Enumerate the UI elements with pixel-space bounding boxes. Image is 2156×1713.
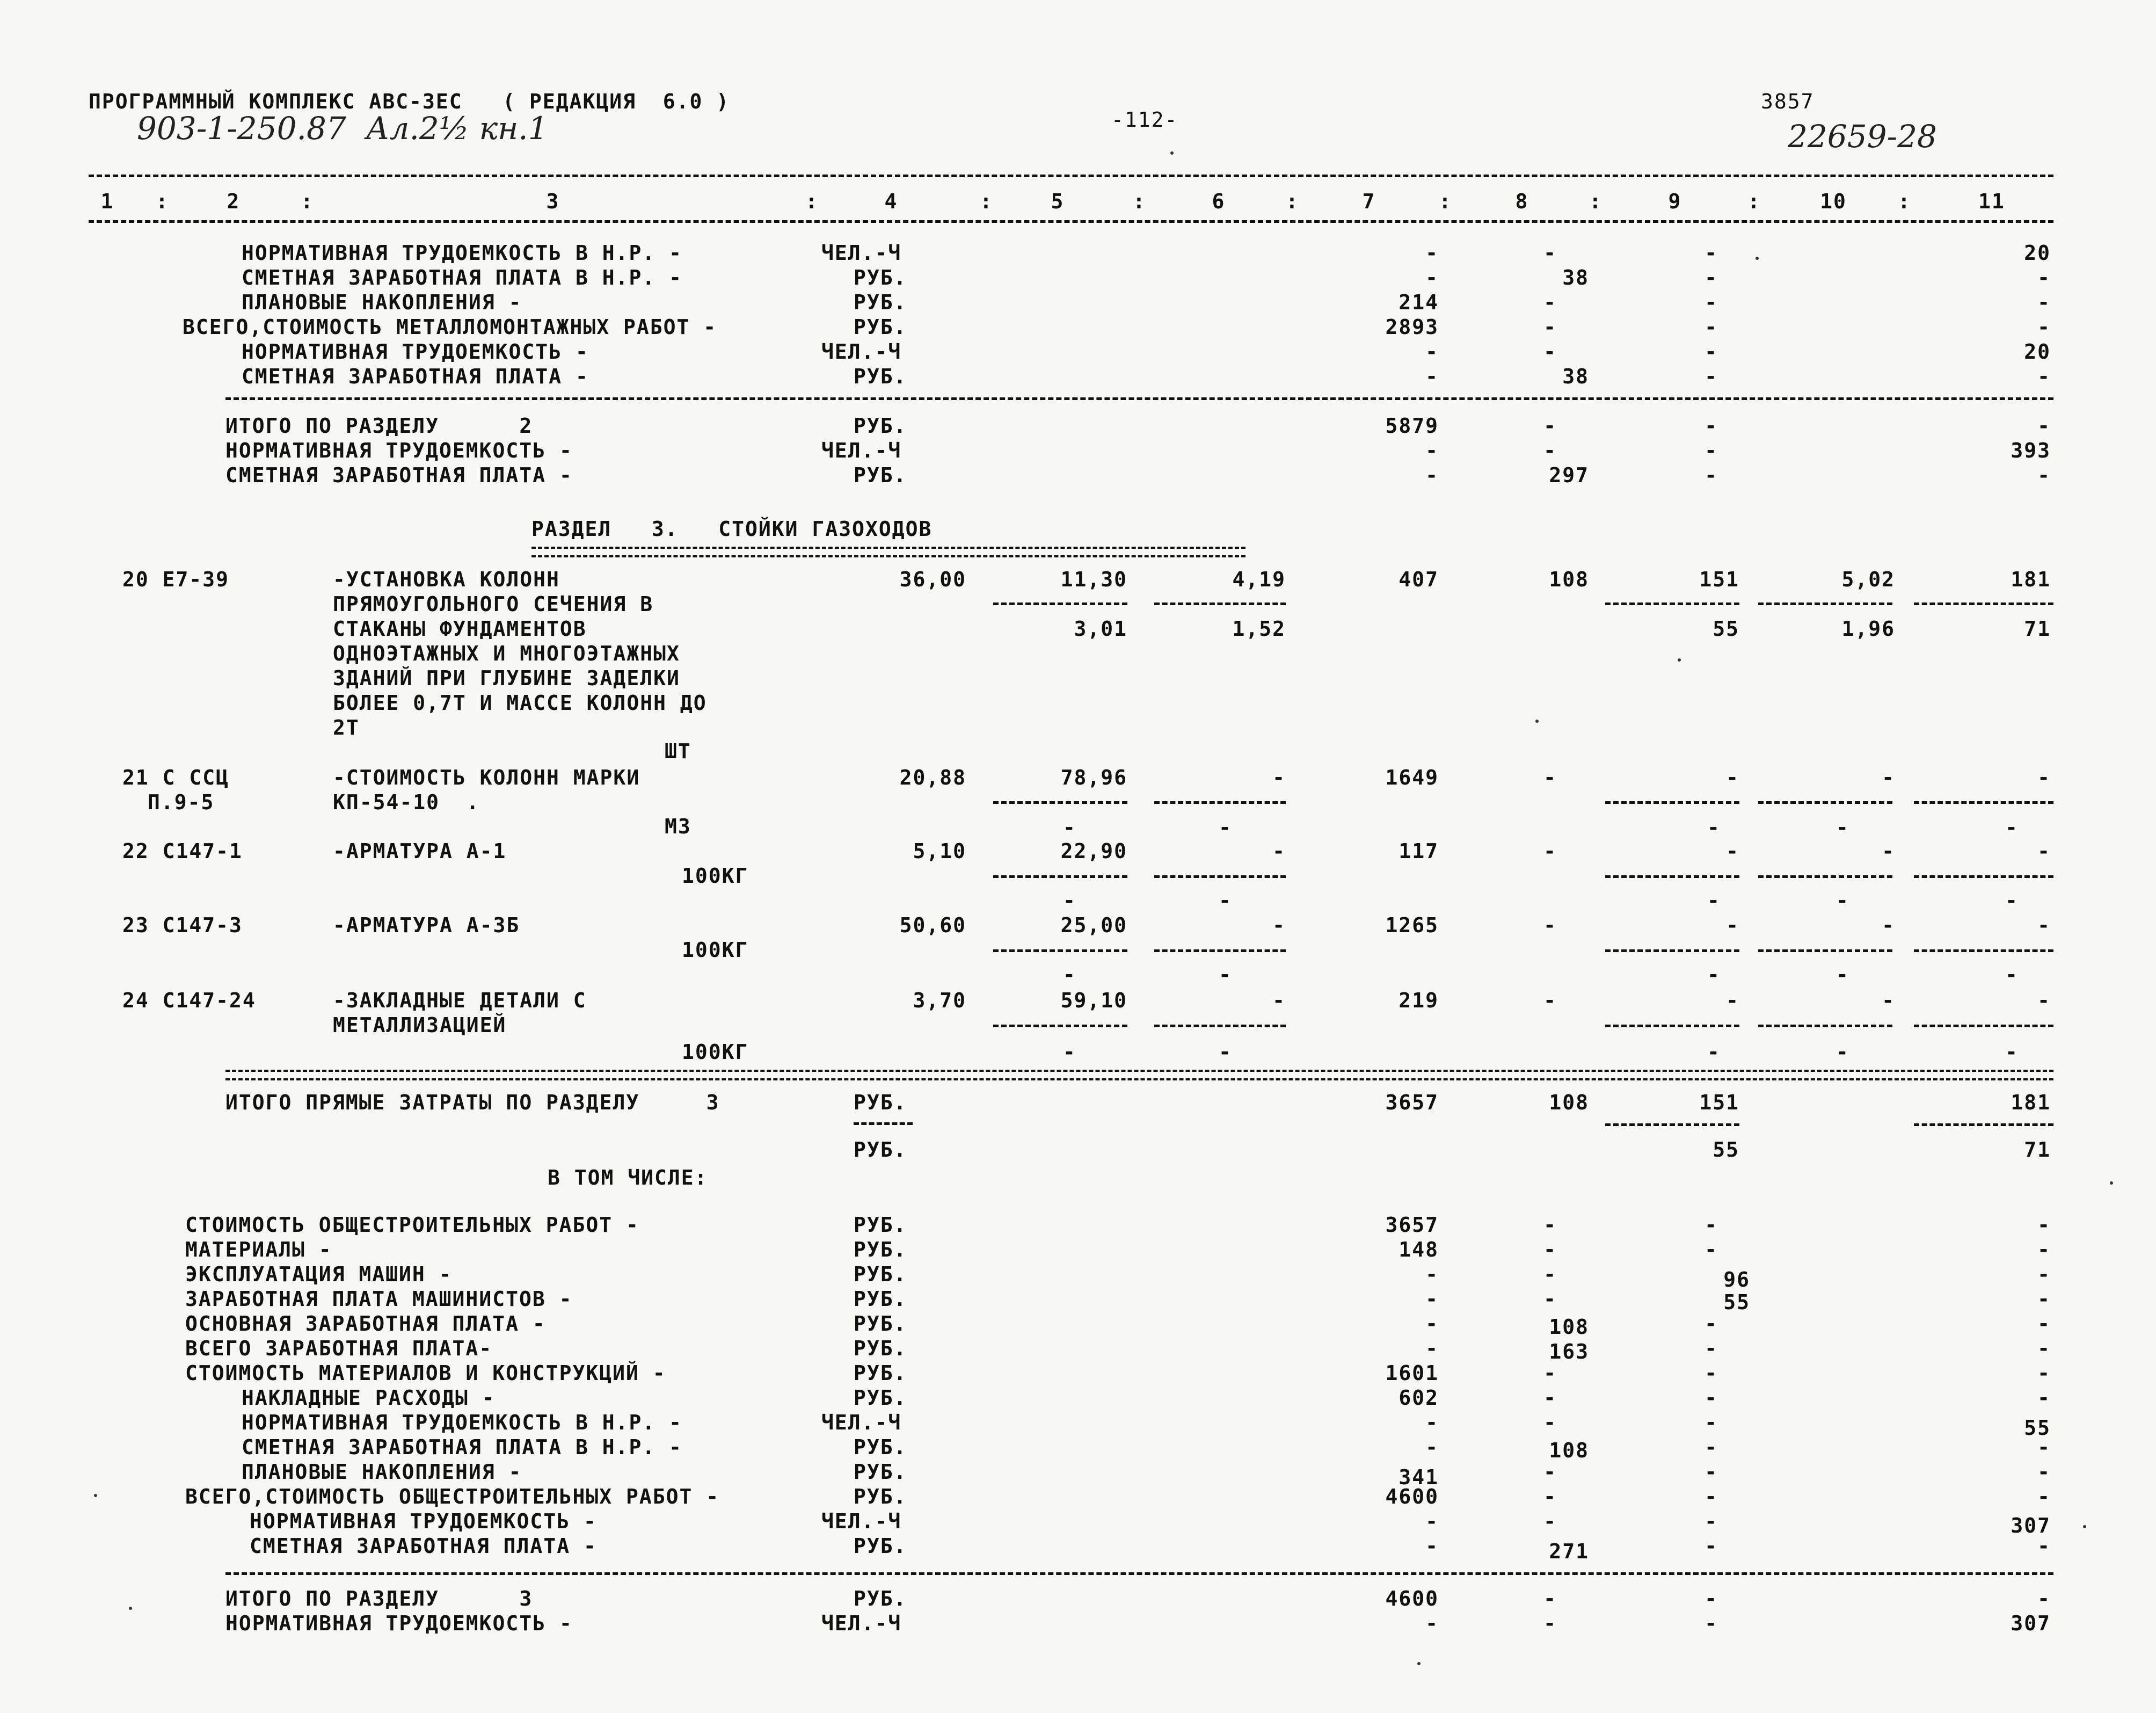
col10-value: -: [1882, 989, 1895, 1012]
col5-value: 25,00: [1060, 913, 1127, 937]
col6-value: 4,19: [1232, 568, 1286, 591]
col5-subvalue: 3,01: [1074, 617, 1127, 641]
col11-subvalue: 71: [2024, 617, 2051, 641]
col-header-4: 4: [884, 190, 898, 213]
row-unit: ЧЕЛ.-Ч: [821, 439, 902, 462]
col7-value: -: [1425, 1509, 1439, 1533]
handwritten-sheet-code: 22659-28: [1788, 118, 1937, 155]
row-unit: РУБ.: [854, 1287, 907, 1311]
col9-value: -: [1705, 340, 1718, 364]
scan-speck: [1678, 658, 1681, 662]
row-unit: РУБ.: [854, 266, 907, 289]
item-desc-line: ОДНОЭТАЖНЫХ И МНОГОЭТАЖНЫХ: [333, 642, 680, 665]
subtotal-rule: [225, 1572, 2053, 1575]
scan-speck: [2083, 1525, 2086, 1528]
item-desc-line: -АРМАТУРА А-3Б: [333, 913, 520, 937]
row-unit: РУБ.: [854, 1238, 907, 1261]
item-desc-line: ЗДАНИЙ ПРИ ГЛУБИНЕ ЗАДЕЛКИ: [333, 666, 680, 690]
col6-value: -: [1272, 913, 1286, 937]
scan-speck: [1170, 151, 1174, 155]
col-header-9: 9: [1668, 190, 1682, 213]
row-unit: ЧЕЛ.-Ч: [821, 1411, 902, 1434]
col11-value: 55: [2024, 1416, 2051, 1440]
row-label: ИТОГО ПРЯМЫЕ ЗАТРАТЫ ПО РАЗДЕЛУ 3: [225, 1091, 720, 1114]
col9-value: 151: [1699, 568, 1739, 591]
col8-value: -: [1543, 1612, 1557, 1635]
subtotal-rule: [225, 397, 2053, 400]
col7-value: 5879: [1385, 414, 1439, 438]
col8-value: 108: [1549, 1091, 1589, 1114]
col7-value: 3657: [1385, 1091, 1439, 1114]
col11-value: -: [2037, 291, 2051, 314]
row-unit: ЧЕЛ.-Ч: [821, 1612, 902, 1635]
col9-value: -: [1726, 989, 1739, 1012]
item-code: 24 С147-24: [122, 989, 256, 1012]
col8-value: -: [1543, 1361, 1557, 1385]
page-number: -112-: [1111, 108, 1178, 132]
col10-value: -: [1882, 913, 1895, 937]
row-label: СМЕТНАЯ ЗАРАБОТНАЯ ПЛАТА В Н.Р. -: [242, 266, 682, 289]
col8-value: -: [1543, 414, 1557, 438]
row-label: ВСЕГО,СТОИМОСТЬ ОБЩЕСТРОИТЕЛЬНЫХ РАБОТ -: [185, 1485, 720, 1508]
row-unit: РУБ.: [854, 414, 907, 438]
col4-value: 3,70: [913, 989, 966, 1012]
col8-value: -: [1543, 1411, 1557, 1434]
col8-value: -: [1543, 315, 1557, 339]
item-desc-line: -УСТАНОВКА КОЛОНН: [333, 568, 560, 591]
col11-value: -: [2037, 1534, 2051, 1558]
col9-value: -: [1705, 1485, 1718, 1508]
item-desc-line: БОЛЕЕ 0,7Т И МАССЕ КОЛОНН ДО: [333, 691, 707, 715]
col7-value: 219: [1399, 989, 1439, 1012]
col6-value: -: [1272, 989, 1286, 1012]
item-code-line2: П.9-5: [148, 790, 215, 814]
col11-value: -: [2037, 1262, 2051, 1286]
row-label: СМЕТНАЯ ЗАРАБОТНАЯ ПЛАТА -: [250, 1534, 597, 1558]
item-desc-line: КП-54-10 .: [333, 790, 480, 814]
row-label: ВСЕГО,СТОИМОСТЬ МЕТАЛЛОМОНТАЖНЫХ РАБОТ -: [183, 315, 717, 339]
col9-value: -: [1705, 463, 1718, 487]
col9-value: -: [1705, 1238, 1718, 1261]
item-desc-line: -ЗАКЛАДНЫЕ ДЕТАЛИ С: [333, 989, 587, 1012]
col9-value: -: [1726, 913, 1739, 937]
col8-value: -: [1543, 340, 1557, 364]
row-label: СМЕТНАЯ ЗАРАБОТНАЯ ПЛАТА -: [242, 365, 589, 388]
col11-value: -: [2037, 1287, 2051, 1311]
col11-value: -: [2037, 766, 2051, 789]
row-label: СТОИМОСТЬ ОБЩЕСТРОИТЕЛЬНЫХ РАБОТ -: [185, 1213, 639, 1237]
row-unit: РУБ.: [854, 1386, 907, 1410]
col8-value: -: [1543, 913, 1557, 937]
print-code: 3857: [1761, 90, 1815, 113]
col8-value: -: [1543, 241, 1557, 265]
row-label: НОРМАТИВНАЯ ТРУДОЕМКОСТЬ -: [225, 1612, 573, 1635]
col8-value: 108: [1549, 568, 1589, 591]
col6-subvalue: 1,52: [1232, 617, 1286, 641]
col7-value: 1265: [1385, 913, 1439, 937]
item-desc-line: 2Т: [333, 716, 360, 739]
col9-value: -: [1705, 1386, 1718, 1410]
scan-speck: [129, 1607, 132, 1610]
col8-value: -: [1543, 1213, 1557, 1237]
section-title: РАЗДЕЛ 3. СТОЙКИ ГАЗОХОДОВ: [531, 517, 933, 541]
col9-value: 96: [1723, 1268, 1750, 1291]
col11-value: -: [2037, 1386, 2051, 1410]
col10-subvalue: 1,96: [1841, 617, 1895, 641]
col8-value: -: [1543, 989, 1557, 1012]
col7-value: -: [1425, 340, 1439, 364]
scan-speck: [1535, 720, 1539, 723]
col9-value: -: [1705, 1509, 1718, 1533]
col-header-8: 8: [1515, 190, 1529, 213]
col11-value: -: [2037, 1587, 2051, 1610]
col-header-5: 5: [1051, 190, 1065, 213]
col9-value: -: [1705, 1435, 1718, 1459]
col7-value: -: [1425, 266, 1439, 289]
row-unit: РУБ.: [854, 1312, 907, 1335]
col8-value: 38: [1562, 365, 1589, 388]
row-unit: ЧЕЛ.-Ч: [821, 241, 902, 265]
item-unit: М3: [665, 815, 691, 838]
row-label: ЭКСПЛУАТАЦИЯ МАШИН -: [185, 1262, 453, 1286]
item-desc-line: МЕТАЛЛИЗАЦИЕЙ: [333, 1013, 507, 1037]
col7-value: -: [1425, 1262, 1439, 1286]
col11-value: 181: [2011, 568, 2051, 591]
scan-speck: [1417, 1662, 1421, 1665]
col7-value: -: [1425, 365, 1439, 388]
col11-value: -: [2037, 1312, 2051, 1335]
col7-value: -: [1425, 1337, 1439, 1360]
row-label: НАКЛАДНЫЕ РАСХОДЫ -: [242, 1386, 496, 1410]
item-code: 21 С ССЦ: [122, 766, 230, 789]
col7-value: -: [1425, 1411, 1439, 1434]
col-header-7: 7: [1362, 190, 1376, 213]
scan-speck: [1756, 257, 1759, 260]
col11-value: -: [2037, 1435, 2051, 1459]
col7-value: 117: [1399, 839, 1439, 863]
row-unit: РУБ.: [854, 463, 907, 487]
col-header-3: 3: [546, 190, 560, 213]
col8-value: 108: [1549, 1439, 1589, 1462]
col7-value: -: [1425, 241, 1439, 265]
col9-value: 151: [1699, 1091, 1739, 1114]
row-label: МАТЕРИАЛЫ -: [185, 1238, 332, 1261]
scan-speck: [2110, 1181, 2113, 1185]
col9-subvalue: 55: [1713, 1138, 1739, 1162]
col-header-6: 6: [1212, 190, 1226, 213]
row-unit: РУБ.: [854, 365, 907, 388]
row-unit: РУБ.: [854, 1587, 907, 1610]
col5-value: 11,30: [1060, 568, 1127, 591]
row-label: ПЛАНОВЫЕ НАКОПЛЕНИЯ -: [242, 1460, 522, 1484]
col9-value: -: [1705, 1411, 1718, 1434]
col9-value: -: [1705, 1337, 1718, 1360]
col4-value: 36,00: [899, 568, 966, 591]
col9-value: -: [1705, 1587, 1718, 1610]
col11-value: -: [2037, 414, 2051, 438]
col9-value: -: [1726, 766, 1739, 789]
col11-value: -: [2037, 989, 2051, 1012]
col11-value: 181: [2011, 1091, 2051, 1114]
row-unit: РУБ.: [854, 1435, 907, 1459]
col8-value: -: [1543, 439, 1557, 462]
handwritten-project-code: 903-1-250.87 Ал.2½ кн.1: [137, 110, 548, 147]
col9-value: -: [1705, 266, 1718, 289]
col11-value: -: [2037, 1337, 2051, 1360]
row-label: СМЕТНАЯ ЗАРАБОТНАЯ ПЛАТА -: [225, 463, 573, 487]
col4-value: 20,88: [899, 766, 966, 789]
col11-value: -: [2037, 1238, 2051, 1261]
col9-value: -: [1705, 1612, 1718, 1635]
row-unit: РУБ.: [854, 1460, 907, 1484]
col9-value: -: [1705, 1534, 1718, 1558]
item-unit: ШТ: [665, 739, 691, 763]
col-header-1: 1: [100, 190, 114, 213]
col11-subvalue: 71: [2024, 1138, 2051, 1162]
col-header-11: 11: [1978, 190, 2005, 213]
col9-value: -: [1705, 1312, 1718, 1335]
row-label: ИТОГО ПО РАЗДЕЛУ 3: [225, 1587, 533, 1610]
col9-value: -: [1705, 1460, 1718, 1484]
col9-value: -: [1705, 291, 1718, 314]
col8-value: -: [1543, 1262, 1557, 1286]
col8-value: 38: [1562, 266, 1589, 289]
row-label: СТОИМОСТЬ МАТЕРИАЛОВ И КОНСТРУКЦИЙ -: [185, 1361, 666, 1385]
col8-value: -: [1543, 1587, 1557, 1610]
col8-value: 108: [1549, 1315, 1589, 1339]
row-unit: РУБ.: [854, 1091, 907, 1114]
item-unit: 100КГ: [682, 1040, 749, 1064]
col7-value: 407: [1399, 568, 1439, 591]
col6-value: -: [1272, 766, 1286, 789]
col9-value: -: [1705, 1213, 1718, 1237]
section-items-end-rule: [225, 1070, 2053, 1080]
item-desc-line: СТАКАНЫ ФУНДАМЕНТОВ: [333, 617, 587, 641]
item-code: 23 С147-3: [122, 913, 243, 937]
row-label: ПЛАНОВЫЕ НАКОПЛЕНИЯ -: [242, 291, 522, 314]
col7-value: 602: [1399, 1386, 1439, 1410]
row-unit: РУБ.: [854, 1337, 907, 1360]
col7-value: -: [1425, 1612, 1439, 1635]
col11-value: -: [2037, 1485, 2051, 1508]
row-label: НОРМАТИВНАЯ ТРУДОЕМКОСТЬ -: [250, 1509, 597, 1533]
col11-value: -: [2037, 913, 2051, 937]
col8-value: 271: [1549, 1540, 1589, 1563]
col7-value: -: [1425, 463, 1439, 487]
row-label: НОРМАТИВНАЯ ТРУДОЕМКОСТЬ В Н.Р. -: [242, 1411, 682, 1434]
col8-value: -: [1543, 1509, 1557, 1533]
row-label: НОРМАТИВНАЯ ТРУДОЕМКОСТЬ -: [225, 439, 573, 462]
row-label: ОСНОВНАЯ ЗАРАБОТНАЯ ПЛАТА -: [185, 1312, 546, 1335]
top-rule: [89, 175, 2053, 177]
col7-value: 2893: [1385, 315, 1439, 339]
row-unit: РУБ.: [854, 1485, 907, 1508]
col7-value: 1649: [1385, 766, 1439, 789]
header-rule: [89, 220, 2053, 223]
including-heading: В ТОМ ЧИСЛЕ:: [548, 1166, 708, 1189]
row-unit: ЧЕЛ.-Ч: [821, 340, 902, 364]
col8-value: -: [1543, 1460, 1557, 1484]
col11-value: -: [2037, 315, 2051, 339]
col11-value: -: [2037, 1460, 2051, 1484]
col7-value: 3657: [1385, 1213, 1439, 1237]
col9-value: -: [1705, 439, 1718, 462]
col11-value: 20: [2024, 241, 2051, 265]
col7-value: 214: [1399, 291, 1439, 314]
item-desc-line: -АРМАТУРА А-1: [333, 839, 507, 863]
col11-value: -: [2037, 463, 2051, 487]
col11-value: -: [2037, 266, 2051, 289]
col9-value: -: [1705, 414, 1718, 438]
row-unit: РУБ.: [854, 1262, 907, 1286]
item-unit: 100КГ: [682, 938, 749, 962]
row-unit: ЧЕЛ.-Ч: [821, 1509, 902, 1533]
col7-value: -: [1425, 1534, 1439, 1558]
col5-value: 59,10: [1060, 989, 1127, 1012]
col7-value: 341: [1399, 1465, 1439, 1489]
col7-value: 148: [1399, 1238, 1439, 1261]
col7-value: 4600: [1385, 1587, 1439, 1610]
row-unit: РУБ.: [854, 291, 907, 314]
row-label: НОРМАТИВНАЯ ТРУДОЕМКОСТЬ -: [242, 340, 589, 364]
col11-value: 307: [2011, 1514, 2051, 1537]
col11-value: 20: [2024, 340, 2051, 364]
item-code: 20 Е7-39: [122, 568, 230, 591]
col9-value: -: [1705, 241, 1718, 265]
row-unit: РУБ.: [854, 1361, 907, 1385]
col8-value: -: [1543, 1485, 1557, 1508]
row-label: НОРМАТИВНАЯ ТРУДОЕМКОСТЬ В Н.Р. -: [242, 241, 682, 265]
col8-value: 297: [1549, 463, 1589, 487]
col7-value: 1601: [1385, 1361, 1439, 1385]
col10-value: -: [1882, 766, 1895, 789]
col8-value: -: [1543, 1287, 1557, 1311]
col5-value: 78,96: [1060, 766, 1127, 789]
row-unit: РУБ.: [854, 1534, 907, 1558]
col5-value: 22,90: [1060, 839, 1127, 863]
col8-value: -: [1543, 839, 1557, 863]
row-unit: РУБ.: [854, 315, 907, 339]
row-unit: РУБ.: [854, 1213, 907, 1237]
col7-value: -: [1425, 1312, 1439, 1335]
col8-value: -: [1543, 1386, 1557, 1410]
col7-value: -: [1425, 1435, 1439, 1459]
col4-value: 50,60: [899, 913, 966, 937]
program-title: ПРОГРАММНЫЙ КОМПЛЕКС АВС-ЗЕС ( РЕДАКЦИЯ 6.0 ): [89, 90, 730, 113]
section-title-underline: [531, 547, 1245, 557]
item-code: 22 С147-1: [122, 839, 243, 863]
item-desc-line: -СТОИМОСТЬ КОЛОНН МАРКИ: [333, 766, 640, 789]
col6-value: -: [1272, 839, 1286, 863]
col11-value: 307: [2011, 1612, 2051, 1635]
col8-value: -: [1543, 291, 1557, 314]
item-desc-line: ПРЯМОУГОЛЬНОГО СЕЧЕНИЯ В: [333, 592, 654, 616]
col9-value: -: [1705, 315, 1718, 339]
col10-value: -: [1882, 839, 1895, 863]
row-label: ИТОГО ПО РАЗДЕЛУ 2: [225, 414, 533, 438]
col7-value: 4600: [1385, 1485, 1439, 1508]
col10-value: 5,02: [1841, 568, 1895, 591]
col7-value: -: [1425, 439, 1439, 462]
col9-value: -: [1705, 1361, 1718, 1385]
col11-value: 393: [2011, 439, 2051, 462]
row-label: ВСЕГО ЗАРАБОТНАЯ ПЛАТА-: [185, 1337, 493, 1360]
col11-value: -: [2037, 1361, 2051, 1385]
col-header-10: 10: [1820, 190, 1847, 213]
col8-value: 163: [1549, 1340, 1589, 1363]
item-unit: 100КГ: [682, 864, 749, 888]
col11-value: -: [2037, 365, 2051, 388]
row-label: ЗАРАБОТНАЯ ПЛАТА МАШИНИСТОВ -: [185, 1287, 573, 1311]
col9-value: 55: [1723, 1290, 1750, 1314]
scan-speck: [94, 1494, 97, 1497]
col9-value: -: [1705, 365, 1718, 388]
col8-value: -: [1543, 766, 1557, 789]
col9-value: -: [1726, 839, 1739, 863]
row-label: СМЕТНАЯ ЗАРАБОТНАЯ ПЛАТА В Н.Р. -: [242, 1435, 682, 1459]
row-unit-2: РУБ.: [854, 1138, 907, 1162]
col8-value: -: [1543, 1238, 1557, 1261]
col11-value: -: [2037, 839, 2051, 863]
col11-value: -: [2037, 1213, 2051, 1237]
col4-value: 5,10: [913, 839, 966, 863]
col9-subvalue: 55: [1713, 617, 1739, 641]
col-header-2: 2: [227, 190, 241, 213]
col7-value: -: [1425, 1287, 1439, 1311]
